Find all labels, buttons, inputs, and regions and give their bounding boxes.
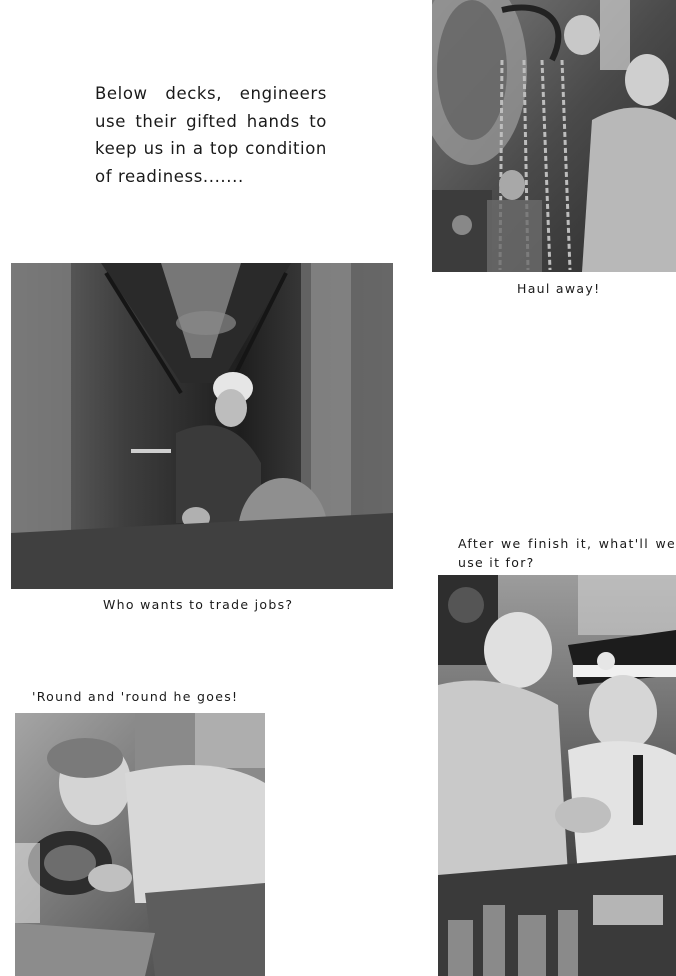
hoist-chain-photo	[432, 0, 676, 272]
crawlspace-caption: Who wants to trade jobs?	[103, 597, 294, 612]
motor-rewinding-caption: 'Round and 'round he goes!	[32, 689, 239, 704]
intro-paragraph: Below decks, engineers use their gifted hands to keep us in a top condition of readiness.......	[95, 84, 327, 186]
hoist-chain-caption: Haul away!	[517, 281, 601, 296]
motor-rewinding-photo	[15, 713, 265, 976]
workbench-caption: After we finish it, what'll we use it for?	[458, 536, 676, 570]
workbench-officer-photo	[438, 575, 676, 976]
boiler-crawlspace-photo	[11, 263, 393, 589]
